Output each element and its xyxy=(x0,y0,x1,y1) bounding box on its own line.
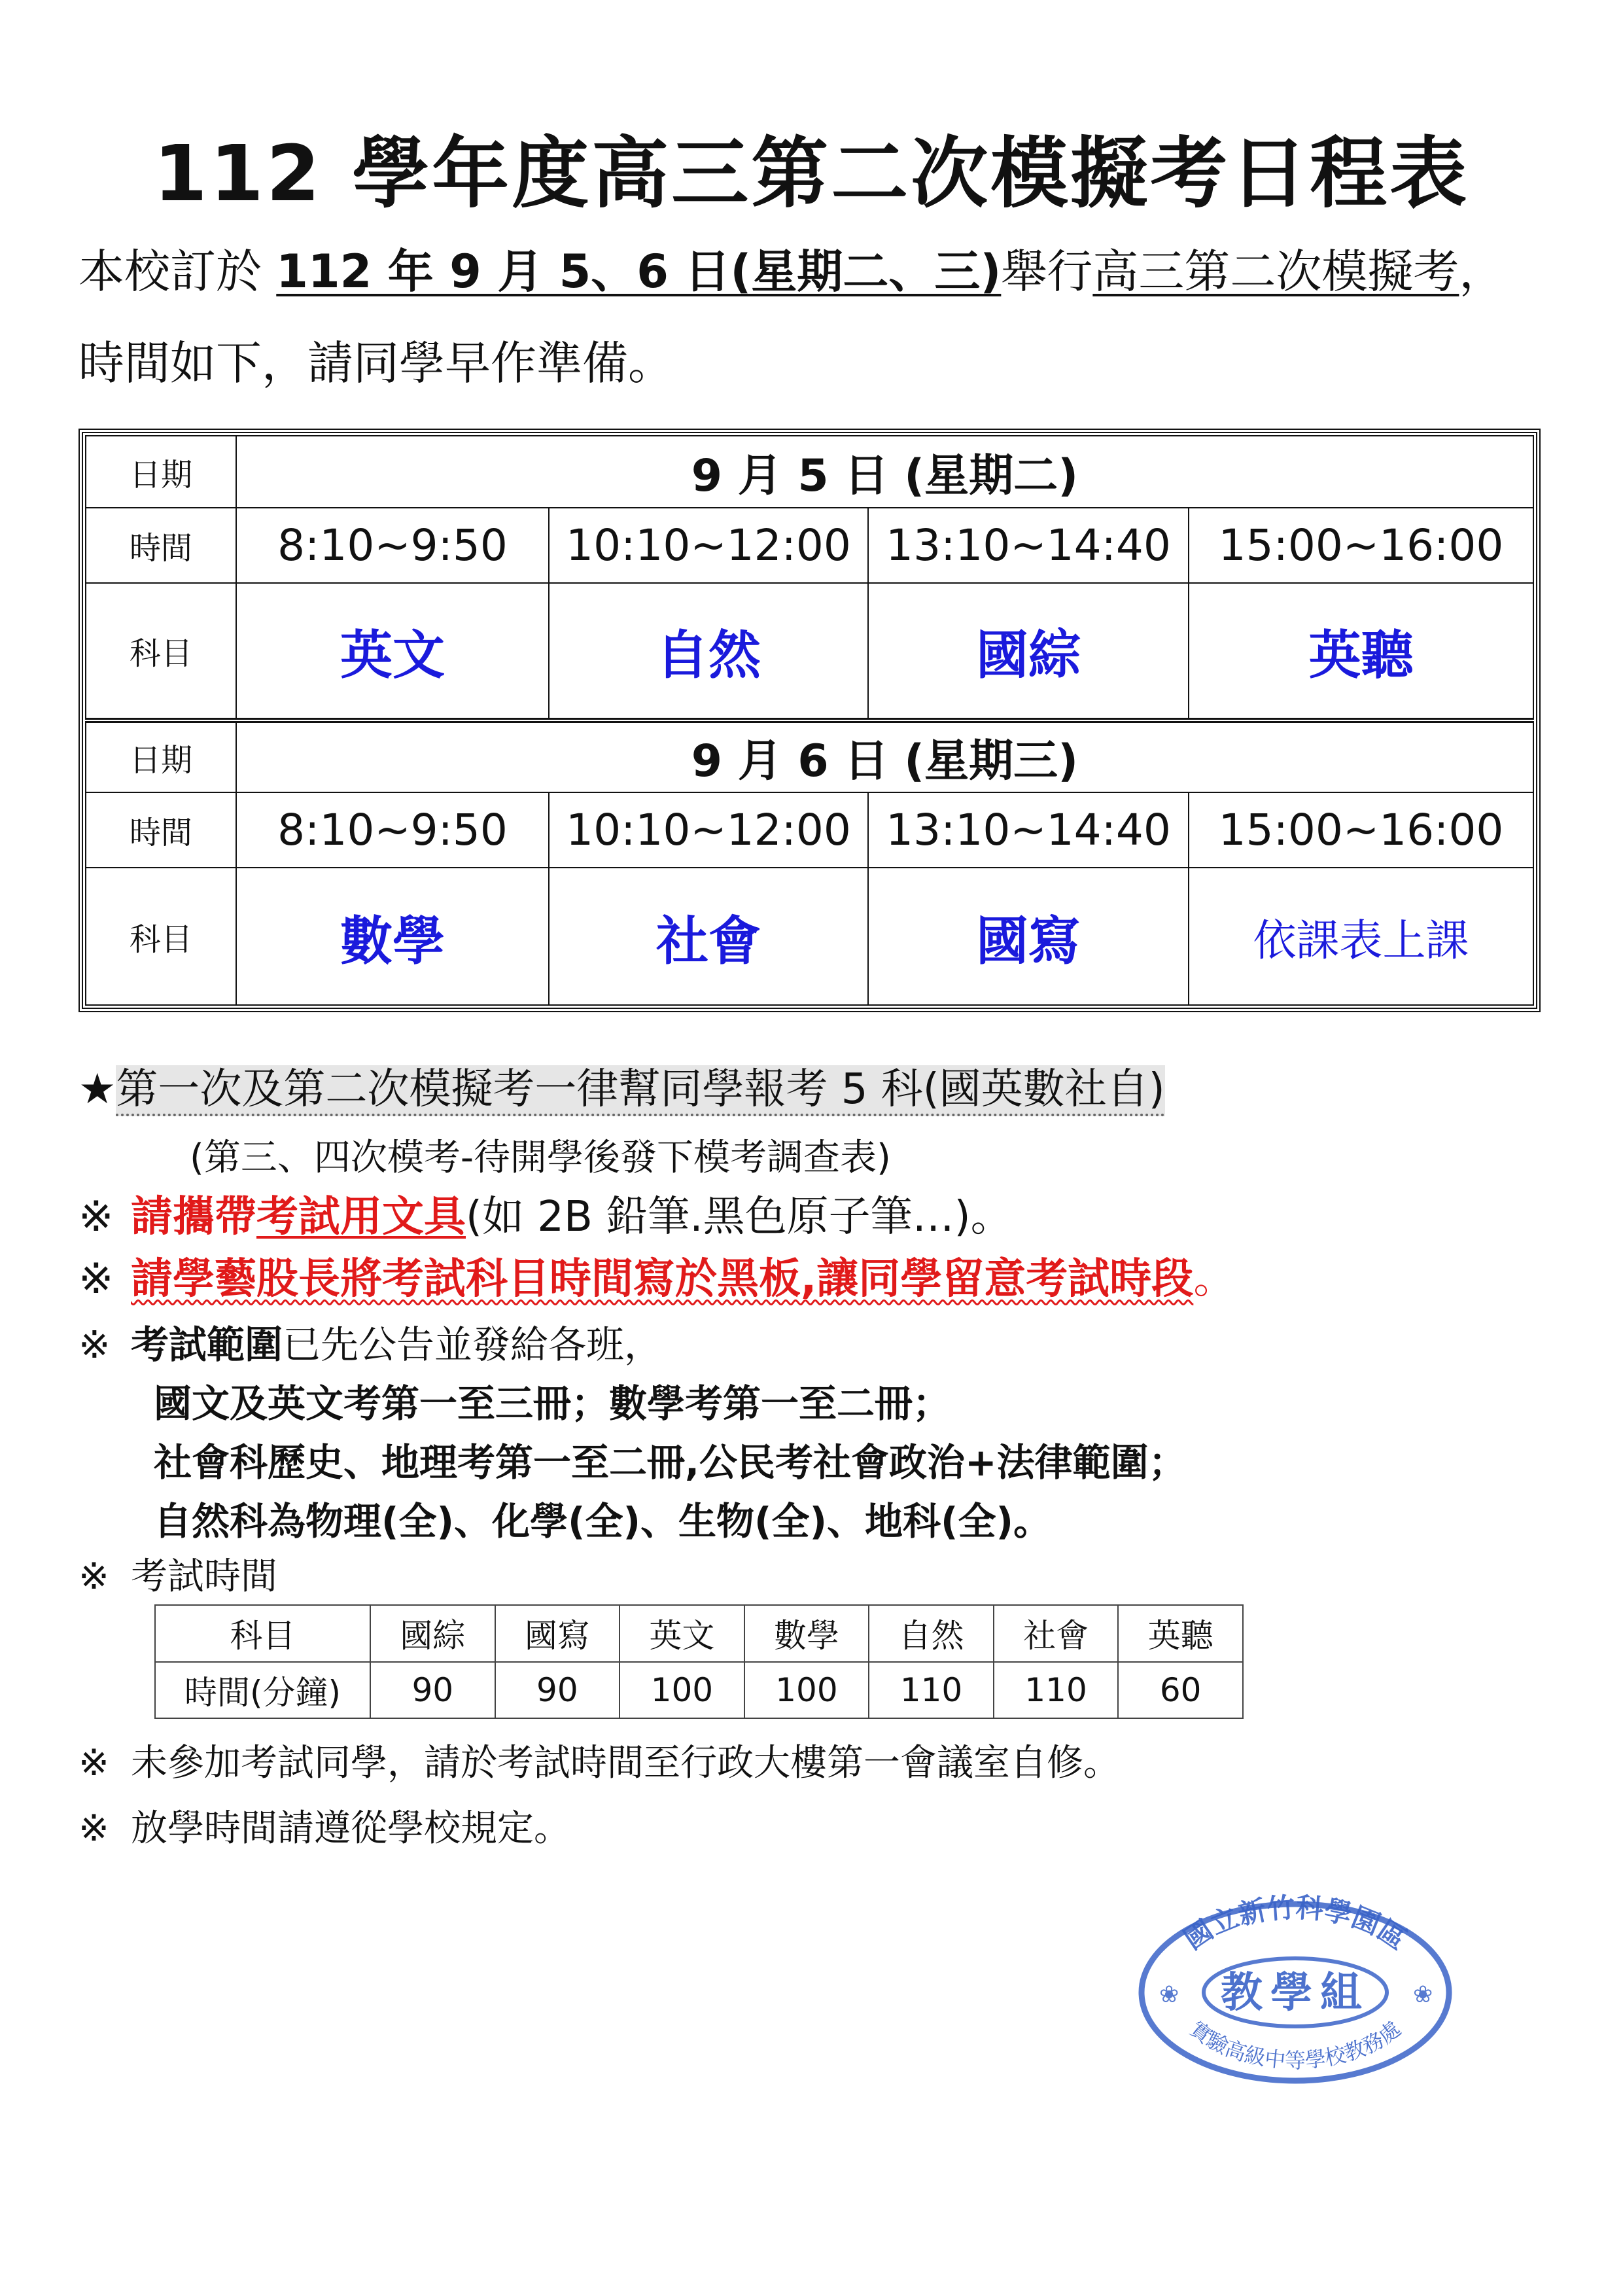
star-note xyxy=(79,1060,1165,1119)
day1-date-row xyxy=(86,436,1533,508)
subject-label: 科目 xyxy=(86,583,236,720)
reference-mark-icon: ※ xyxy=(79,1742,109,1784)
exam-time-label: 考試時間 xyxy=(131,1555,277,1598)
svg-text:國立新竹科學園區 xyxy=(1178,1891,1412,1956)
stamp-top-text: 國立新竹科學園區 xyxy=(1178,1891,1413,1956)
absent-post: 自修。 xyxy=(1010,1742,1120,1784)
schedule-table xyxy=(79,429,1541,1012)
duration-minutes: 60 xyxy=(1118,1662,1243,1719)
reference-mark-icon: ※ xyxy=(79,1255,114,1303)
tools-red-b: 考試用文具 xyxy=(256,1193,466,1241)
day2-time-2: 10:10~12:00 xyxy=(549,792,868,868)
reference-mark-icon: ※ xyxy=(79,1807,109,1850)
star-sub-note: (第三、四次模考-待開學後發下模考調查表) xyxy=(190,1137,891,1179)
note-exam-time xyxy=(79,1547,277,1606)
duration-minutes: 110 xyxy=(994,1662,1119,1719)
stamp-flower-right-icon: ❀ xyxy=(1413,1981,1433,2008)
duration-minutes: 90 xyxy=(370,1662,495,1719)
duration-header-row xyxy=(155,1605,1243,1662)
day1-subject-4: 英聽 xyxy=(1189,583,1533,720)
duration-row-label: 時間(分鐘) xyxy=(155,1662,370,1719)
star-icon: ★ xyxy=(79,1065,116,1114)
duration-header-label: 科目 xyxy=(155,1605,370,1662)
day1-time-1: 8:10~9:50 xyxy=(236,508,549,583)
dismissal-text: 放學時間請遵從學校規定。 xyxy=(131,1807,570,1850)
note-absent xyxy=(79,1734,1120,1793)
day2-subject-4: 依課表上課 xyxy=(1189,868,1533,1005)
note-scope xyxy=(79,1315,662,1374)
day1-subject-3: 國綜 xyxy=(868,583,1189,720)
note-blackboard xyxy=(79,1250,1235,1309)
date-label: 日期 xyxy=(86,720,236,792)
intro-date: 112 年 9 月 5、6 日(星期二、三) xyxy=(276,245,1002,298)
stamp-center-text: 教學組 xyxy=(1221,1968,1370,2017)
intro-mid: 舉行 xyxy=(1001,245,1093,298)
duration-minutes: 90 xyxy=(495,1662,620,1719)
day1-time-2: 10:10~12:00 xyxy=(549,508,868,583)
duration-subject: 國綜 xyxy=(370,1605,495,1662)
day1-subject-2: 自然 xyxy=(549,583,868,720)
scope-line-2: 社會科歷史、地理考第一至二冊,公民考社會政治+法律範圍； xyxy=(154,1440,1187,1485)
subject-label: 科目 xyxy=(86,868,236,1005)
duration-subject: 數學 xyxy=(744,1605,869,1662)
absent-pre: 未參加考試同學，請於考試時間至行政大樓 xyxy=(131,1742,827,1784)
duration-subject: 英聽 xyxy=(1118,1605,1243,1662)
duration-subject: 社會 xyxy=(994,1605,1119,1662)
duration-minutes: 100 xyxy=(620,1662,744,1719)
scope-line-1: 國文及英文考第一至三冊；數學考第一至二冊； xyxy=(154,1381,951,1426)
time-label: 時間 xyxy=(86,508,236,583)
day2-time-1: 8:10~9:50 xyxy=(236,792,549,868)
school-seal-stamp xyxy=(1125,1888,1465,2084)
scope-bold: 考試範圍 xyxy=(131,1322,283,1367)
stamp-seal-icon xyxy=(1125,1888,1465,2084)
page-title: 112 學年度高三第二次模擬考日程表 xyxy=(153,128,1470,219)
duration-minutes: 100 xyxy=(744,1662,869,1719)
reference-mark-icon: ※ xyxy=(79,1193,114,1241)
day2-date-row xyxy=(86,720,1533,792)
scope-line-3: 自然科為物理(全)、化學(全)、生物(全)、地科(全)。 xyxy=(154,1499,1052,1544)
reference-mark-icon: ※ xyxy=(79,1555,109,1598)
day2-time-3: 13:10~14:40 xyxy=(868,792,1189,868)
blackboard-end: 。 xyxy=(1193,1255,1236,1303)
day2-time-4: 15:00~16:00 xyxy=(1189,792,1533,868)
blackboard-text: 請學藝股長將考試科目時間寫於黑板,讓同學留意考試時段 xyxy=(131,1255,1194,1303)
duration-minutes: 110 xyxy=(869,1662,994,1719)
day2-subject-row xyxy=(86,868,1533,1005)
duration-minutes-row xyxy=(155,1662,1243,1719)
day2-subject-1: 數學 xyxy=(236,868,549,1005)
day1-time-4: 15:00~16:00 xyxy=(1189,508,1533,583)
stamp-bottom-text: 實驗高級中等學校教務處 xyxy=(1185,2016,1406,2073)
stamp-flower-left-icon: ❀ xyxy=(1159,1981,1179,2008)
day1-time-row xyxy=(86,508,1533,583)
intro-line-2: 時間如下，請同學早作準備。 xyxy=(79,336,674,390)
day1-time-3: 13:10~14:40 xyxy=(868,508,1189,583)
duration-subject: 英文 xyxy=(620,1605,744,1662)
tools-rest: (如 2B 鉛筆.黑色原子筆…)。 xyxy=(466,1193,1013,1241)
reference-mark-icon: ※ xyxy=(79,1322,111,1367)
note-tools xyxy=(79,1188,1013,1246)
day2-time-row xyxy=(86,792,1533,868)
day2-subject-2: 社會 xyxy=(549,868,868,1005)
day1-date: 9 月 5 日 (星期二) xyxy=(236,436,1533,508)
intro-line-1 xyxy=(79,239,1505,304)
day2-subject-3: 國寫 xyxy=(868,868,1189,1005)
note-dismissal xyxy=(79,1799,570,1858)
day1-subject-1: 英文 xyxy=(236,583,549,720)
absent-room: 第一會議室 xyxy=(827,1742,1010,1784)
date-label: 日期 xyxy=(86,436,236,508)
tools-red-a: 請攜帶 xyxy=(131,1193,256,1241)
duration-subject: 國寫 xyxy=(495,1605,620,1662)
duration-subject: 自然 xyxy=(869,1605,994,1662)
intro-prefix: 本校訂於 xyxy=(79,245,277,298)
time-label: 時間 xyxy=(86,792,236,868)
day1-subject-row xyxy=(86,583,1533,720)
duration-table xyxy=(154,1604,1244,1719)
day2-date: 9 月 6 日 (星期三) xyxy=(236,720,1533,792)
intro-suffix: ， xyxy=(1459,245,1505,298)
star-note-text: 第一次及第二次模擬考一律幫同學報考 5 科(國英數社自) xyxy=(116,1065,1164,1116)
intro-exam-name: 高三第二次模擬考 xyxy=(1092,245,1459,298)
scope-rest: 已先公告並發給各班， xyxy=(283,1322,663,1367)
